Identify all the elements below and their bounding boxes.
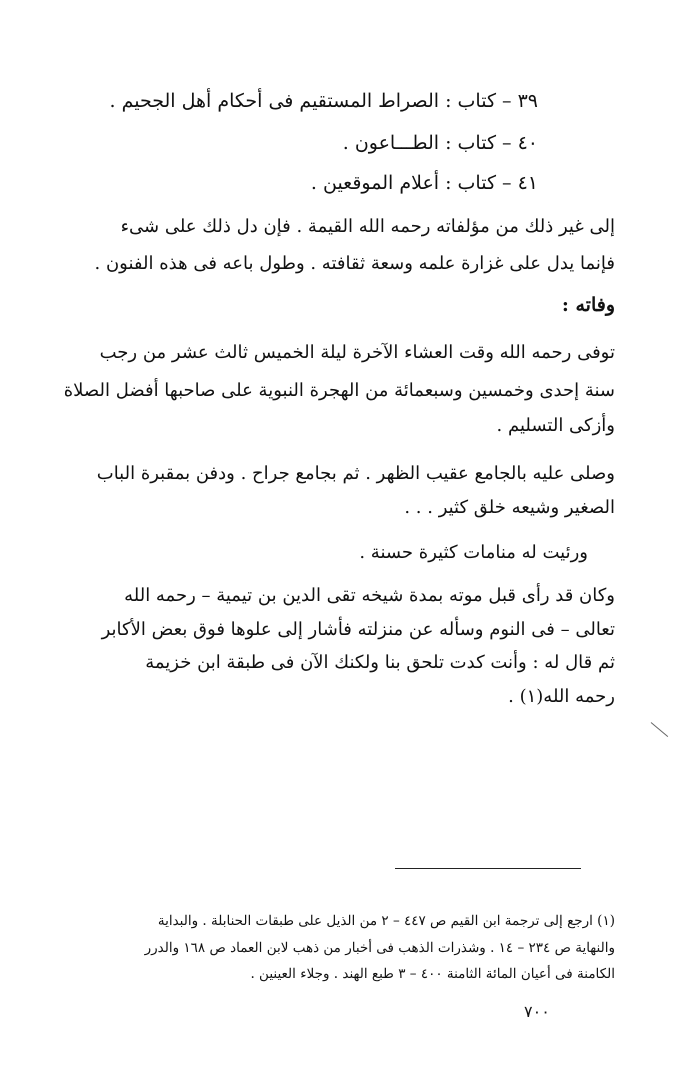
scan-mark <box>651 722 668 737</box>
paragraph-line: رحمه الله(١) . <box>508 686 615 707</box>
paragraph-line: تعالى – فى النوم وسأله عن منزلته فأشار إلى علوها فوق بعض الأكابر <box>101 619 615 640</box>
intro-paragraph-line: فإنما يدل على غزارة علمه وسعة ثقافته . وطول باعه فى هذه الفنون . <box>94 253 615 274</box>
paragraph-line: الصغير وشيعه خلق كثير . . . <box>404 497 615 518</box>
intro-paragraph-line: إلى غير ذلك من مؤلفاته رحمه الله القيمة . فإن دل ذلك على شىء <box>120 216 615 237</box>
footnote-divider <box>395 868 581 869</box>
paragraph-line: ثم قال له : وأنت كدت تلحق بنا ولكنك الآن فى طبقة ابن خزيمة <box>145 652 615 673</box>
paragraph-line: ورئيت له منامات كثيرة حسنة . <box>359 542 588 563</box>
paragraph-line: وكان قد رأى قبل موته بمدة شيخه تقى الدين بن تيمية – رحمه الله <box>124 585 615 606</box>
footnote-line: الكامنة فى أعيان المائة الثامنة ٤٠٠ – ٣ طبع الهند . وجلاء العينين . <box>250 966 615 982</box>
footnote-line: والنهاية ص ٢٣٤ – ١٤ . وشذرات الذهب فى أخبار من ذهب لابن العماد ص ١٦٨ والدرر <box>144 940 615 956</box>
paragraph-line: توفى رحمه الله وقت العشاء الآخرة ليلة الخميس ثالث عشر من رجب <box>99 342 615 363</box>
section-heading: وفاته : <box>561 294 615 316</box>
page-number: ٧٠٠ <box>524 1002 550 1021</box>
paragraph-line: وأزكى التسليم . <box>496 415 615 436</box>
paragraph-line: وصلى عليه بالجامع عقيب الظهر . ثم بجامع جراح . ودفن بمقبرة الباب <box>96 463 615 484</box>
book-list-item: ٣٩ – كتاب : الصراط المستقيم فى أحكام أهل الجحيم . <box>109 90 538 112</box>
paragraph-line: سنة إحدى وخمسين وسبعمائة من الهجرة النبوية على صاحبها أفضل الصلاة <box>63 380 615 401</box>
footnote-line: (١) ارجع إلى ترجمة ابن القيم ص ٤٤٧ – ٢ من الذيل على طبقات الحنابلة . والبداية <box>157 913 615 929</box>
book-list-item: ٤٠ – كتاب : الطـــاعون . <box>342 132 538 154</box>
book-list-item: ٤١ – كتاب : أعلام الموقعين . <box>310 172 538 194</box>
